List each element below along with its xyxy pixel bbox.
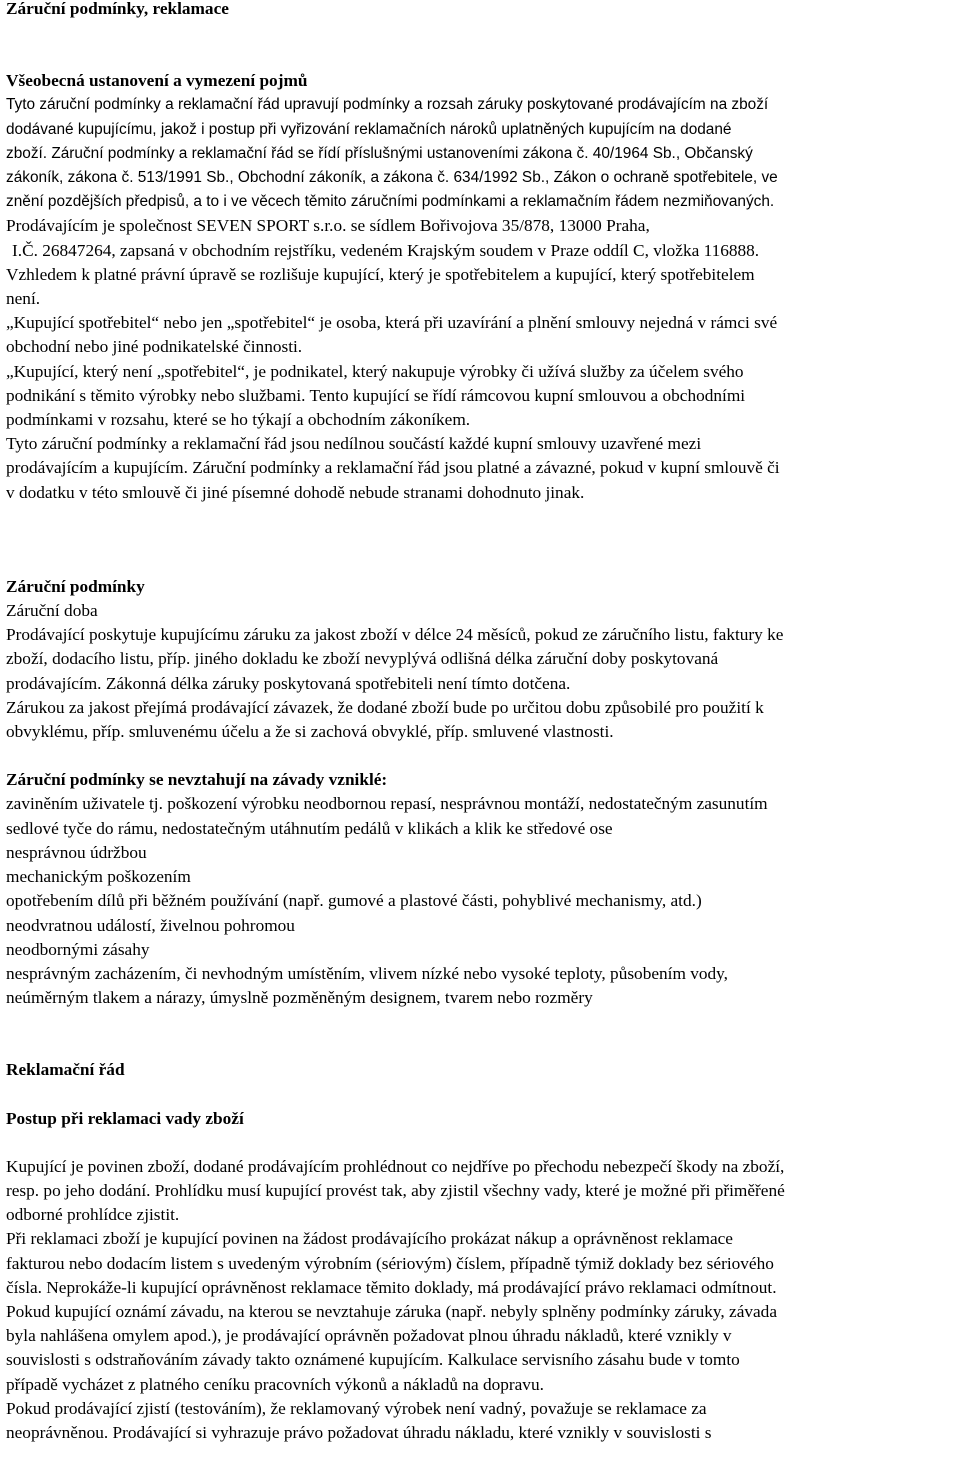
- text-line: v dodatku v této smlouvě či jiné písemné dohodě nebude stranami dohodnuto jinak.: [6, 482, 585, 502]
- text-line: Tyto záruční podmínky a reklamační řád upravují podmínky a rozsah záruky poskytované prodávajícím na zboží: [6, 96, 769, 114]
- text-line: „Kupující, který není „spotřebitel“, je podnikatel, který nakupuje výrobky či užívá služby za účelem svého: [6, 361, 744, 381]
- text-line: resp. po jeho dodání. Prohlídku musí kupující provést tak, aby zjistil všechny vady, které je možné při přiměřené: [6, 1180, 785, 1200]
- list-item: nesprávným zacházením, či nevhodným umístěním, vlivem nízké nebo vysoké teploty, působením vody,: [6, 963, 728, 983]
- warranty-paragraph: [6, 623, 958, 744]
- text-line: dodávané kupujícímu, jakož i postup při vyřizování reklamačních nároků uplatněných kupujícím na dodané: [6, 120, 732, 138]
- section-complaints-procedure: [6, 1058, 958, 1445]
- complaints-paragraph: [6, 1155, 958, 1445]
- text-line: fakturou nebo dodacím listem s uvedeným výrobním (sériovým) číslem, případně týmiž doklady bez sériového: [6, 1253, 774, 1273]
- text-line: zákoník, zákona č. 513/1991 Sb., Obchodní zákoník, a zákona č. 634/1992 Sb., Zákon o ochraně spotřebitele, ve: [6, 169, 778, 187]
- text-line: Vzhledem k platné právní úpravě se rozlišuje kupující, který je spotřebitelem a kupující, který spotřebitelem: [6, 264, 755, 284]
- text-line: Při reklamaci zboží je kupující povinen na žádost prodávajícího prokázat nákup a oprávněnost reklamace: [6, 1229, 733, 1249]
- text-line: Pokud kupující oznámí závadu, na kterou se nevztahuje záruka (např. nebyly splněny podmínky záruky, závada: [6, 1301, 777, 1321]
- document-page: [6, 0, 958, 1445]
- section-heading-complaints: Reklamační řád: [6, 1060, 125, 1080]
- text-line: prodávajícím. Zákonná délka záruky poskytovaná spotřebiteli není tímto dotčena.: [6, 673, 571, 693]
- section-heading-warranty: Záruční podmínky: [6, 576, 145, 596]
- text-line: Tyto záruční podmínky a reklamační řád jsou nedílnou součástí každé kupní smlouvy uzavřené mezi: [6, 434, 702, 454]
- text-line: podnikání s těmito výrobky nebo službami. Tento kupující se řídí rámcovou kupní smlouvou a obchodními: [6, 385, 746, 405]
- list-item: opotřebením dílů při běžném používání (např. gumové a plastové části, pohyblivé mechanismy, atd.): [6, 891, 702, 911]
- general-paragraph-1: [6, 93, 958, 214]
- text-line: Zárukou za jakost přejímá prodávající závazek, že dodané zboží bude po určitou dobu způsobilé pro použití k: [6, 697, 764, 717]
- list-item: zaviněním uživatele tj. poškození výrobku neodbornou repasí, nesprávnou montáží, nedostatečným zasunutím: [6, 794, 768, 814]
- page-title: Záruční podmínky, reklamace: [6, 0, 229, 18]
- list-item: neúměrným tlakem a nárazy, úmyslně pozměněným designem, tvarem nebo rozměry: [6, 988, 593, 1008]
- text-line: Prodávající poskytuje kupujícímu záruku za jakost zboží v délce 24 měsíců, pokud ze záručního listu, faktury ke: [6, 625, 784, 645]
- section-heading-general: Všeobecná ustanovení a vymezení pojmů: [6, 71, 308, 91]
- text-line: Pokud prodávající zjistí (testováním), že reklamovaný výrobek není vadný, považuje se reklamace za: [6, 1398, 707, 1418]
- text-line: prodávajícím a kupujícím. Záruční podmínky a reklamační řád jsou platné a závazné, pokud v kupní smlouvě či: [6, 458, 780, 478]
- subheading-complaint-procedure: Postup při reklamaci vady zboží: [6, 1108, 244, 1128]
- text-line: obchodní nebo jiné podnikatelské činnosti.: [6, 337, 303, 357]
- subheading-warranty-period: Záruční doba: [6, 601, 98, 621]
- text-line: obvyklému, příp. smluvenému účelu a že si zachová obvyklé, příp. smluvené vlastnosti.: [6, 722, 614, 742]
- text-line: případě vycházet z platného ceníku pracovních výkonů a nákladů na dopravu.: [6, 1374, 544, 1394]
- text-line: byla nahlášena omylem apod.), je prodávající oprávněn požadovat plnou úhradu nákladů, které vznikly v: [6, 1326, 732, 1346]
- list-item: nesprávnou údržbou: [6, 842, 147, 862]
- exclusions-heading: Záruční podmínky se nevztahují na závady vzniklé:: [6, 770, 388, 790]
- list-item: neodvratnou událostí, živelnou pohromou: [6, 915, 295, 935]
- text-line: „Kupující spotřebitel“ nebo jen „spotřebitel“ je osoba, která při uzavírání a plnění smlouvy nejedná v rámci své: [6, 313, 778, 333]
- text-line: neoprávněnou. Prodávající si vyhrazuje právo požadovat úhradu nákladu, které vznikly v souvislosti s: [6, 1422, 712, 1442]
- general-paragraph-2: [6, 214, 958, 504]
- text-line: znění pozdějších předpisů, a to i ve věcech těmito záručními podmínkami a reklamačním řádem nezmiňovaných.: [6, 193, 775, 211]
- text-line: Kupující je povinen zboží, dodané prodávajícím prohlédnout co nejdříve po přechodu nebezpečí škody na zboží,: [6, 1156, 785, 1176]
- text-line: čísla. Neprokáže-li kupující oprávněnost reklamace těmito doklady, má prodávající právo reklamaci odmítnout.: [6, 1277, 777, 1297]
- text-line: I.Č. 26847264, zapsaná v obchodním rejstříku, vedeném Krajským soudem v Praze oddíl C, vložka 116888.: [12, 240, 760, 260]
- text-line: není.: [6, 289, 41, 309]
- exclusions-list: [6, 792, 958, 1010]
- list-item: neodbornými zásahy: [6, 939, 150, 959]
- list-item: sedlové tyče do rámu, nedostatečným utáhnutím pedálů v klikách a klik ke středové ose: [6, 818, 613, 838]
- section-warranty-conditions: [6, 575, 958, 1010]
- list-item: mechanickým poškozením: [6, 867, 191, 887]
- text-line: souvislosti s odstraňováním závady takto oznámené kupujícím. Kalkulace servisního zásahu bude v tomto: [6, 1350, 740, 1370]
- text-line: zboží. Záruční podmínky a reklamační řád se řídí příslušnými ustanoveními zákona č. 40/1964 Sb., Občanský: [6, 144, 753, 162]
- text-line: zboží, dodacího listu, příp. jiného dokladu ke zboží nevyplývá odlišná délka záruční doby poskytovaná: [6, 649, 719, 669]
- section-general-provisions: [6, 69, 958, 505]
- text-line: podmínkami v rozsahu, které se ho týkají a obchodním zákoníkem.: [6, 410, 471, 430]
- text-line: odborné prohlídce zjistit.: [6, 1205, 180, 1225]
- text-line: Prodávajícím je společnost SEVEN SPORT s.r.o. se sídlem Bořivojova 35/878, 13000 Praha,: [6, 216, 650, 236]
